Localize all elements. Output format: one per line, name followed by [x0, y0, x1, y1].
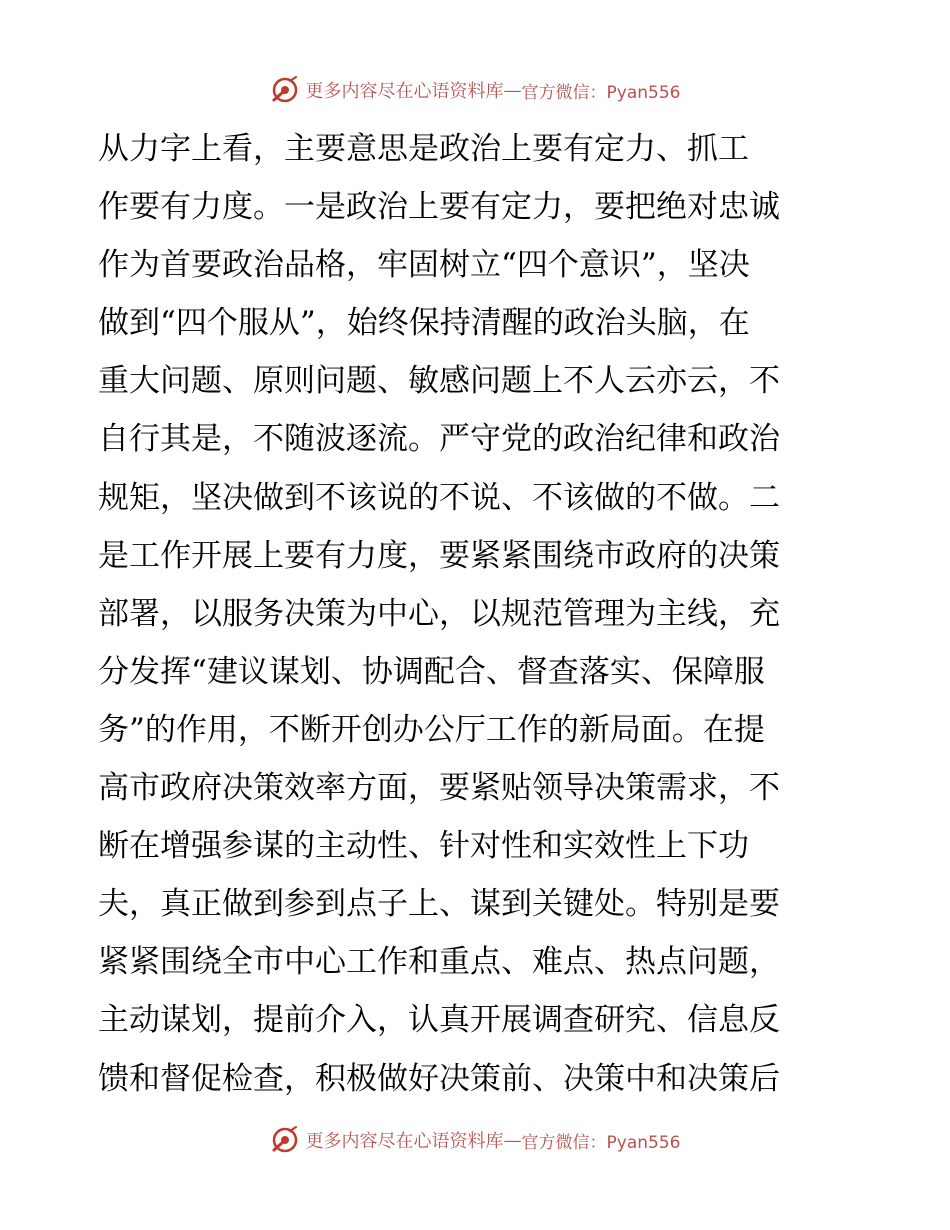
body-line: 馈和督促检查，积极做好决策前、决策中和决策后 — [98, 1060, 780, 1097]
body-line: 部署，以服务决策为中心，以规范管理为主线，充 — [98, 595, 780, 632]
body-line: 重大问题、原则问题、敏感问题上不人云亦云，不 — [98, 363, 780, 400]
body-line: 分发挥“建议谋划、协调配合、督查落实、保障服 — [98, 653, 765, 690]
header-banner — [0, 70, 950, 110]
body-line: 断在增强参谋的主动性、针对性和实效性上下功 — [98, 828, 749, 865]
footer-banner-separator: — — [503, 1129, 522, 1151]
body-line: 规矩，坚决做到不该说的不说、不该做的不做。二 — [98, 479, 780, 516]
body-line: 从力字上看，主要意思是政治上要有定力、抓工 — [98, 131, 749, 167]
footer-banner-wechat: 官方微信：Pyan556 — [521, 1132, 681, 1153]
logo-icon — [270, 1125, 300, 1155]
header-banner-separator: — — [503, 79, 522, 101]
header-banner-wechat: 官方微信：Pyan556 — [521, 82, 681, 103]
body-line: 自行其是，不随波逐流。严守党的政治纪律和政治 — [98, 421, 780, 458]
footer-banner-text: 更多内容尽在心语资料库 — [305, 1131, 504, 1152]
body-line: 做到“四个服从”，始终保持清醒的政治头脑，在 — [98, 305, 750, 342]
body-line: 作要有力度。一是政治上要有定力，要把绝对忠诚 — [98, 189, 780, 226]
body-line: 务”的作用，不断开创办公厅工作的新局面。在提 — [98, 711, 765, 748]
body-line: 紧紧围绕全市中心工作和重点、难点、热点问题， — [98, 944, 780, 981]
document-body — [98, 120, 858, 1108]
logo-icon — [270, 75, 300, 105]
body-line: 作为首要政治品格，牢固树立“四个意识”，坚决 — [98, 247, 750, 284]
footer-banner — [0, 1120, 950, 1160]
header-banner-text: 更多内容尽在心语资料库 — [305, 81, 504, 102]
body-line: 是工作开展上要有力度，要紧紧围绕市政府的决策 — [98, 537, 780, 574]
body-line: 主动谋划，提前介入，认真开展调查研究、信息反 — [98, 1002, 780, 1039]
body-line: 夫，真正做到参到点子上、谋到关键处。特别是要 — [98, 886, 780, 923]
body-line: 高市政府决策效率方面，要紧贴领导决策需求，不 — [98, 770, 780, 807]
